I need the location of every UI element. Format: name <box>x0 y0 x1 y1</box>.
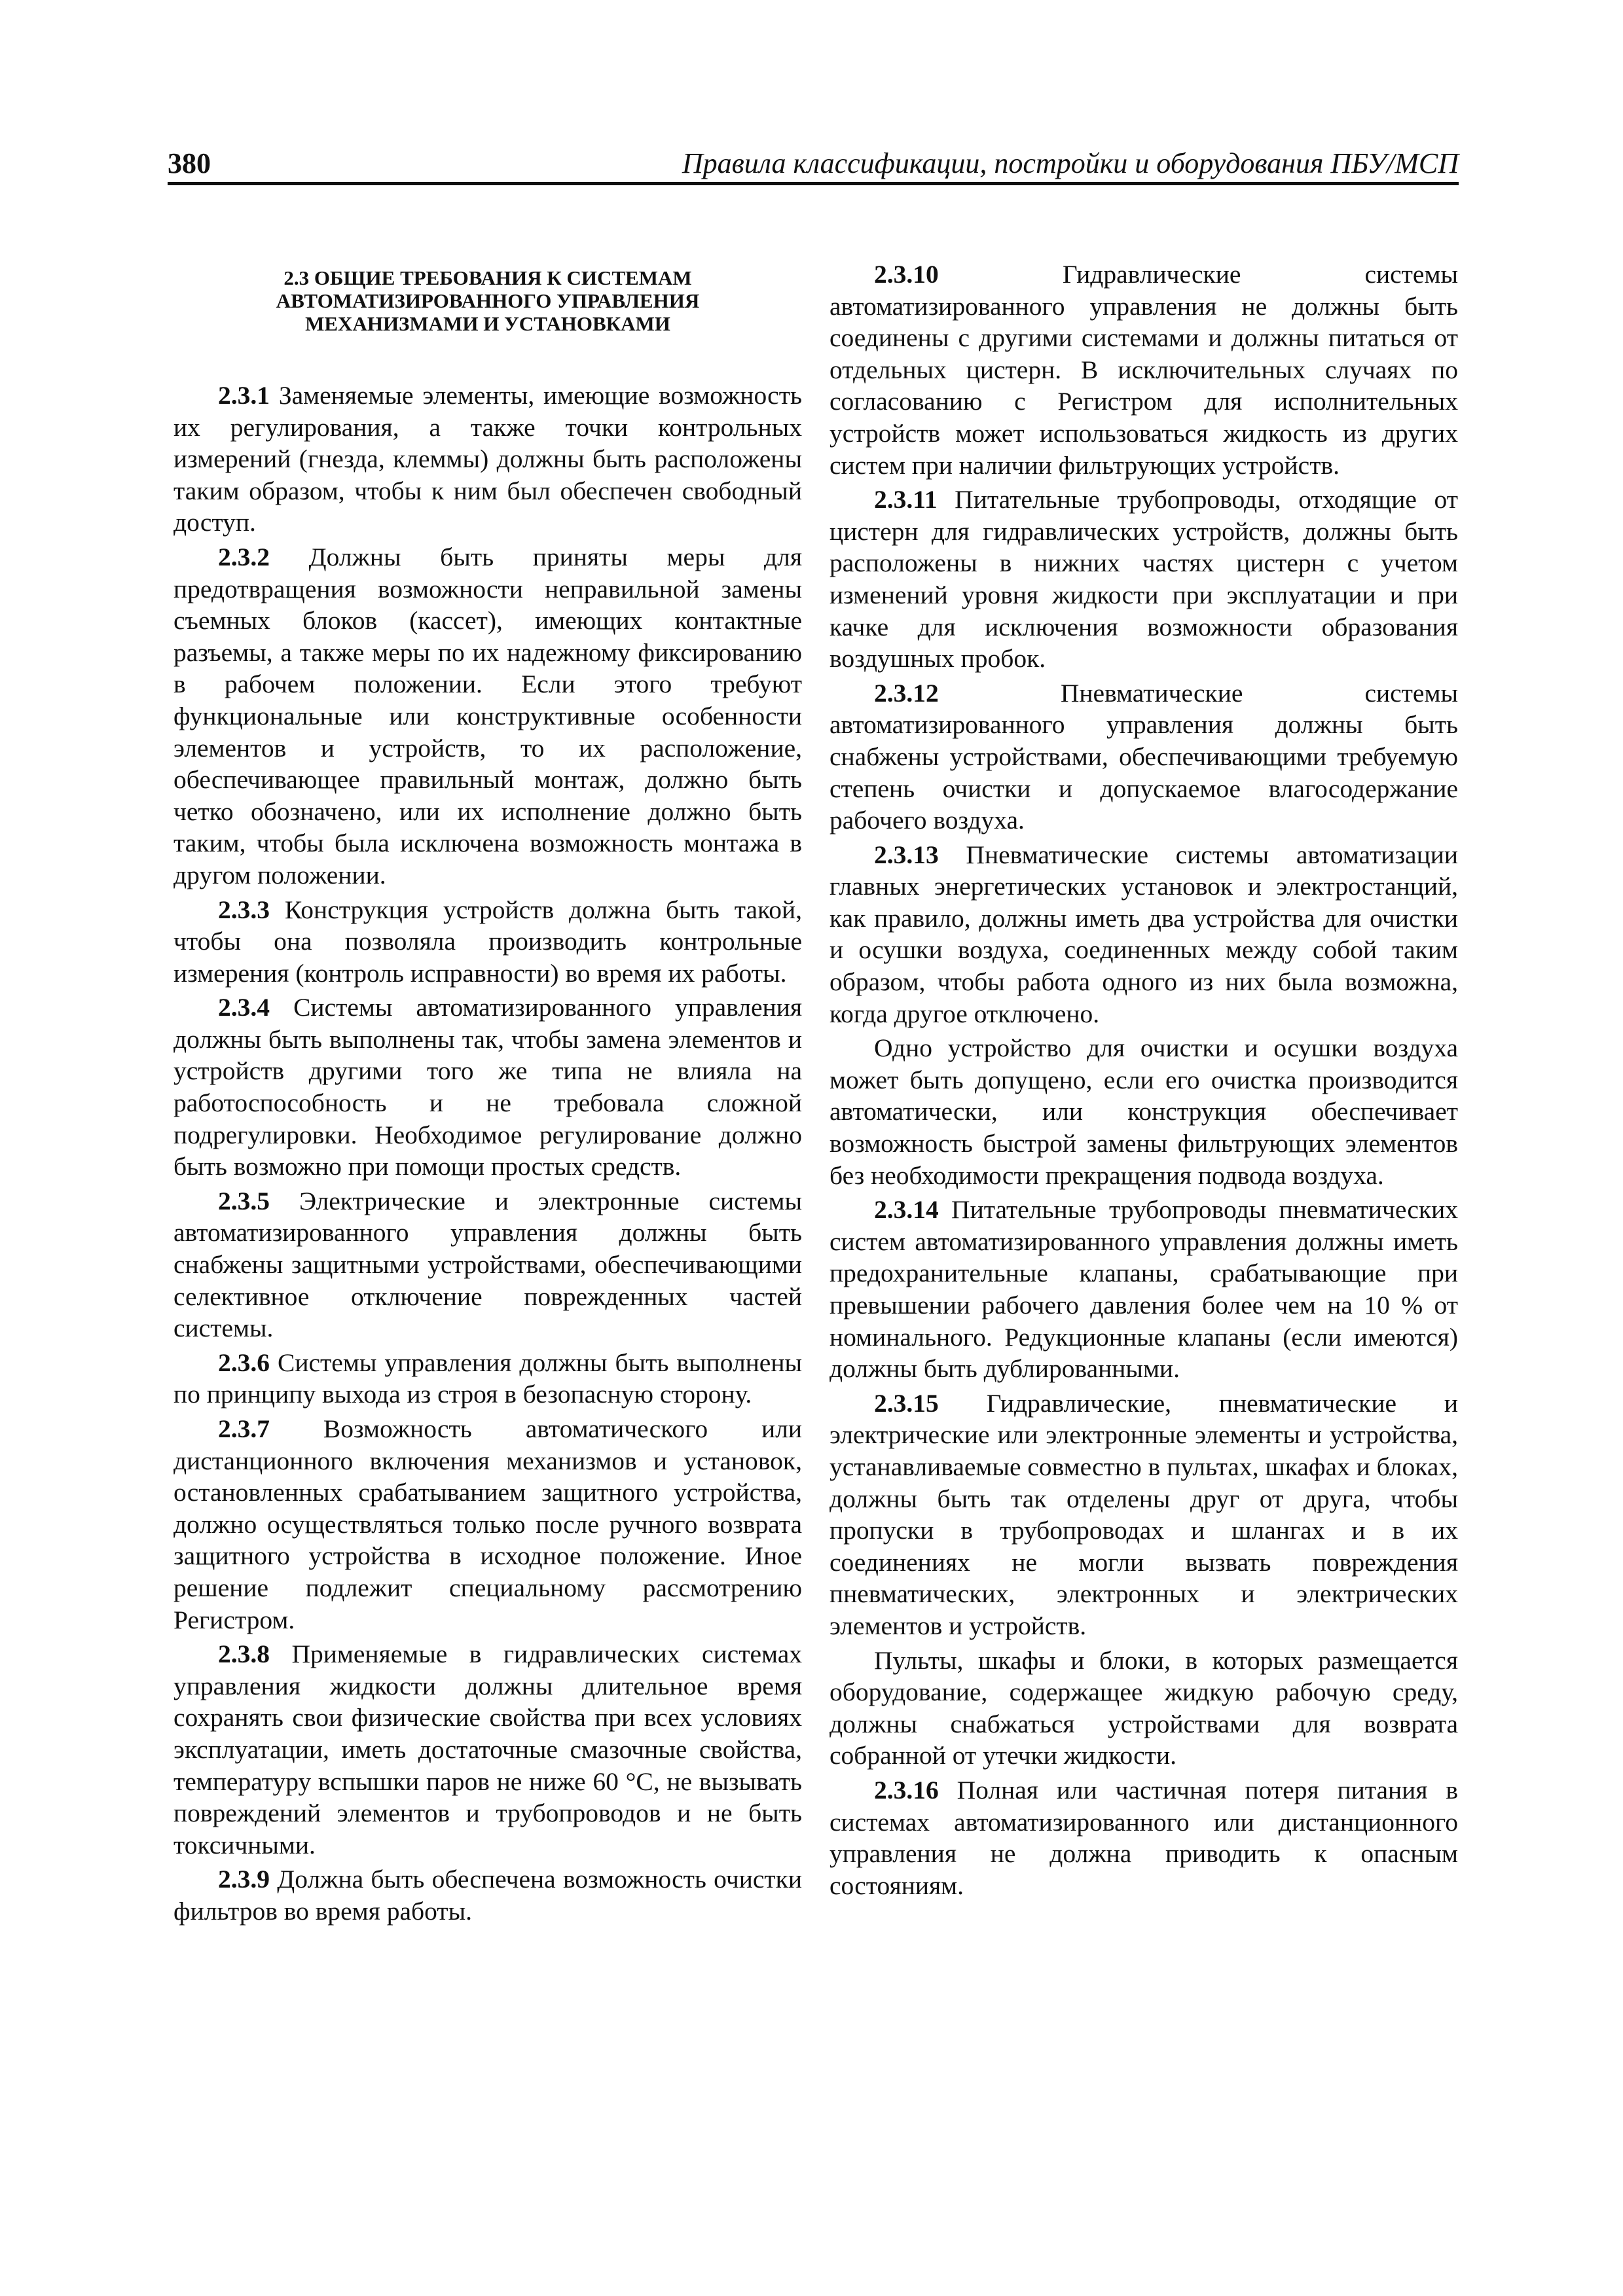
paragraph-2-3-9 <box>173 1863 802 1927</box>
paragraph-text: Системы управления должны быть выполнены по принципу выхода из строя в безопасную сторону. <box>173 1348 803 1409</box>
right-column <box>830 259 1458 1904</box>
paragraph-2-3-5 <box>173 1185 802 1344</box>
paragraph-number: 2.3.6 <box>218 1348 270 1377</box>
paragraph-text: Пневматические системы автоматизированного управления должны быть снабжены устройствами, обеспечивающими требуемую степень очистки и допускаемое влагосодержание рабочего воздуха. <box>830 678 1458 835</box>
page-header <box>168 141 1459 185</box>
left-column <box>173 259 802 1930</box>
paragraph-2-3-7 <box>173 1413 802 1636</box>
paragraph-text: Должны быть приняты меры для предотвращения возможности неправильной замены съемных блоков (кассет), имеющих контактные разъемы, а также меры по их надежному фиксированию в рабочем положении. Если этого требуют функциональные или конструктивные особенности элементов и устройств, то их расположение, обеспечивающее правильный монтаж, должно быть четко обозначено, или их исполнение должно быть таким, чтобы была исключена возможность монтажа в другом положении. <box>173 542 803 889</box>
paragraph-2-3-10 <box>830 259 1458 481</box>
paragraph-2-3-13-continued <box>830 1032 1458 1191</box>
paragraph-number: 2.3.10 <box>874 260 939 289</box>
paragraph-2-3-6 <box>173 1347 802 1410</box>
paragraph-2-3-1 <box>173 380 802 539</box>
paragraph-number: 2.3.12 <box>874 678 939 708</box>
paragraph-text: Питательные трубопроводы пневматических систем автоматизированного управления должны иметь предохранительные клапаны, срабатывающие при превышении рабочего давления более чем на 10 % от номинального. Редукционные клапаны (если имеются) должны быть дублированными. <box>830 1195 1458 1384</box>
paragraph-2-3-8 <box>173 1638 802 1861</box>
paragraph-text: Электрические и электронные системы автоматизированного управления должны быть снабжены защитными устройствами, обеспечивающими селективное отключение поврежденных частей системы. <box>173 1186 803 1343</box>
paragraph-text: Конструкция устройств должна быть такой, чтобы она позволяла производить контрольные измерения (контроль исправности) во время их работы. <box>173 895 803 988</box>
paragraph-2-3-15 <box>830 1388 1458 1642</box>
paragraph-number: 2.3.9 <box>218 1865 270 1894</box>
paragraph-text: Пульты, шкафы и блоки, в которых размещается оборудование, содержащее жидкую рабочую среду, должны снабжаться устройствами для возврата собранной от утечки жидкости. <box>830 1645 1458 1770</box>
paragraph-2-3-15-continued <box>830 1645 1458 1772</box>
paragraph-2-3-2 <box>173 541 802 891</box>
paragraph-text: Возможность автоматического или дистанционного включения механизмов и установок, остановленных срабатыванием защитного устройства, должно осуществляться только после ручного возврата защитного устройства в исходное положение. Иное решение подлежит специальному рассмотрению Регистром. <box>173 1414 802 1634</box>
paragraph-text: Применяемые в гидравлических системах управления жидкости должны длительное время сохранять свои физические свойства при всех условиях эксплуатации, иметь достаточные смазочные свойства, температуру вспышки паров не ниже 60 °С, не вызывать повреждений элементов и трубопроводов и не быть токсичными. <box>173 1640 802 1859</box>
paragraph-text: Должна быть обеспечена возможность очистки фильтров во время работы. <box>173 1865 803 1926</box>
section-heading-line: АВТОМАТИЗИРОВАННОГО УПРАВЛЕНИЯ <box>276 289 700 312</box>
paragraph-2-3-4 <box>173 992 802 1183</box>
paragraph-text: Одно устройство для очистки и осушки воздуха может быть допущено, если его очистка производится автоматически, или конструкция обеспечивает возможность быстрой замены фильтрующих элементов без необходимости прекращения подвода воздуха. <box>830 1033 1458 1190</box>
running-title: Правила классификации, постройки и оборудования ПБУ/МСП <box>682 147 1459 179</box>
paragraph-number: 2.3.13 <box>874 840 939 869</box>
paragraph-text: Полная или частичная потеря питания в системах автоматизированного или дистанционного управления не должна приводить к опасным состояниям. <box>830 1775 1459 1900</box>
section-heading-line: 2.3 ОБЩИЕ ТРЕБОВАНИЯ К СИСТЕМАМ <box>283 266 692 289</box>
paragraph-text: Системы автоматизированного управления должны быть выполнены так, чтобы замена элементов и устройств другими того же типа не влияла на работоспособность и не требовала сложной подрегулировки. Необходимое регулирование должно быть возможно при помощи простых средств. <box>173 993 802 1181</box>
page-number: 380 <box>168 147 211 179</box>
paragraph-text: Питательные трубопроводы, отходящие от цистерн для гидравлических устройств, должны быть расположены в нижних частях цистерн с учетом изменений уровня жидкости при эксплуатации и при качке для исключения возможности образования воздушных пробок. <box>830 485 1458 673</box>
paragraph-text: Гидравлические системы автоматизированного управления не должны быть соединены с другими системами и должны питаться от отдельных цистерн. В исключительных случаях по согласованию с Регистром для исполнительных устройств может использоваться жидкость из других систем при наличии фильтрующих устройств. <box>830 260 1459 480</box>
paragraph-number: 2.3.14 <box>874 1195 939 1225</box>
paragraph-number: 2.3.7 <box>218 1414 270 1443</box>
paragraph-number: 2.3.3 <box>218 895 270 924</box>
paragraph-2-3-16 <box>830 1774 1458 1901</box>
paragraph-number: 2.3.8 <box>218 1640 270 1669</box>
paragraph-2-3-11 <box>830 484 1458 675</box>
paragraph-2-3-3 <box>173 894 802 990</box>
paragraph-text: Заменяемые элементы, имеющие возможность их регулирования, а также точки контрольных измерений (гнезда, клеммы) должны быть расположены таким образом, чтобы к ним был обеспечен свободный доступ. <box>173 381 802 537</box>
paragraph-number: 2.3.4 <box>218 993 270 1022</box>
paragraph-number: 2.3.1 <box>218 381 270 410</box>
paragraph-2-3-14 <box>830 1194 1458 1385</box>
paragraph-text: Пневматические системы автоматизации главных энергетических установок и электростанций, как правило, должны иметь два устройства для очистки и осушки воздуха, соединенных между собой таким образом, чтобы работа одного из них была возможна, когда другое отключено. <box>830 840 1458 1028</box>
paragraph-2-3-13 <box>830 839 1458 1030</box>
paragraph-number: 2.3.15 <box>874 1388 939 1418</box>
section-heading-line: МЕХАНИЗМАМИ И УСТАНОВКАМИ <box>305 312 670 335</box>
paragraph-number: 2.3.2 <box>218 542 270 571</box>
paragraph-number: 2.3.5 <box>218 1186 270 1215</box>
paragraph-number: 2.3.16 <box>874 1775 939 1804</box>
paragraph-number: 2.3.11 <box>874 485 938 514</box>
section-heading <box>200 266 776 335</box>
paragraph-text: Гидравлические, пневматические и электрические или электронные элементы и устройства, устанавливаемые совместно в пультах, шкафах и блоках, должны быть так отделены друг от друга, чтобы пропуски в трубопроводах и шлангах и в их соединениях не могли вызвать повреждения пневматических, электронных и электрических элементов и устройств. <box>830 1388 1458 1640</box>
paragraph-2-3-12 <box>830 677 1458 836</box>
